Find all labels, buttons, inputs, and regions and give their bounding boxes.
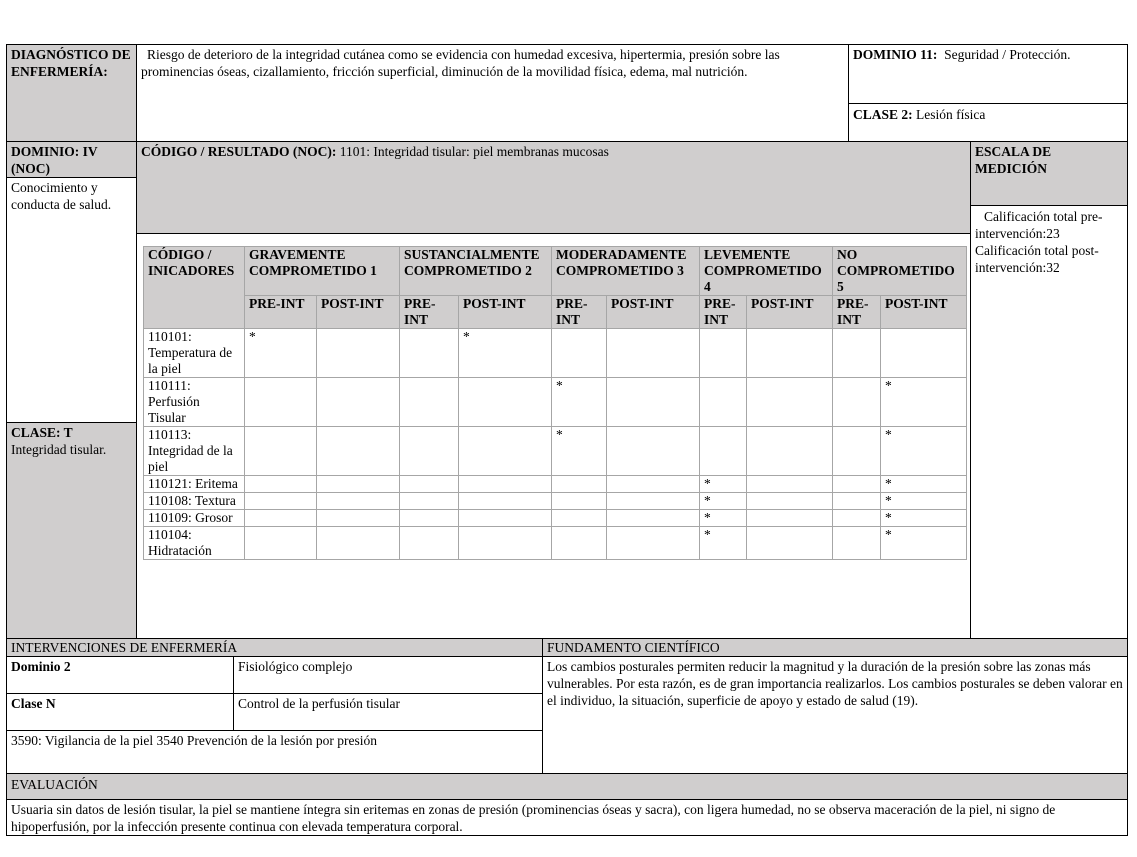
indicator-cell: 110121: Eritema bbox=[144, 476, 245, 493]
mark-cell bbox=[833, 510, 881, 527]
mark-cell bbox=[317, 493, 400, 510]
mark-cell: * bbox=[881, 378, 967, 427]
scale-label: ESCALA DE MEDICIÓN bbox=[970, 141, 1128, 206]
evaluation-text: Usuaria sin datos de lesión tisular, la piel se mantiene íntegra sin eritemas en zonas de presión (prominencias óseas y sacra), con ligera humedad, no se observa maceración de la piel, ni signo de hipoperfusión, por la infección presente continua con elevada temperatura corporal. bbox=[6, 799, 1128, 836]
mark-cell bbox=[607, 476, 700, 493]
mark-cell bbox=[459, 427, 552, 476]
mark-cell bbox=[400, 427, 459, 476]
mark-cell bbox=[747, 378, 833, 427]
foundation-text: Los cambios posturales permiten reducir la magnitud y la duración de la presión sobre las zonas más vulnerables. Por esta razón, es de gran importancia realizarlos. Los cambios posturales se deben valorar en el individuo, la situación, superficie de apoyo y estado de salud (19). bbox=[542, 656, 1128, 774]
level-header: LEVEMENTE COMPROMETIDO 4 bbox=[700, 247, 833, 296]
level-header: NO COMPROMETIDO 5 bbox=[833, 247, 967, 296]
mark-cell bbox=[607, 378, 700, 427]
mark-cell bbox=[400, 527, 459, 560]
mark-cell: * bbox=[700, 527, 747, 560]
sub-header: PRE-INT bbox=[400, 296, 459, 329]
table-row bbox=[144, 378, 967, 427]
mark-cell bbox=[833, 493, 881, 510]
mark-cell bbox=[833, 476, 881, 493]
mark-cell bbox=[747, 427, 833, 476]
mark-cell bbox=[459, 378, 552, 427]
sub-header: POST-INT bbox=[317, 296, 400, 329]
intervention-domain-label: Dominio 2 bbox=[6, 656, 234, 694]
mark-cell bbox=[459, 493, 552, 510]
header-row bbox=[144, 247, 967, 296]
subheader-row bbox=[144, 296, 967, 329]
mark-cell bbox=[317, 510, 400, 527]
level-header: GRAVEMENTE COMPROMETIDO 1 bbox=[245, 247, 400, 296]
sub-header: PRE-INT bbox=[245, 296, 317, 329]
mark-cell bbox=[317, 329, 400, 378]
sub-header: POST-INT bbox=[607, 296, 700, 329]
score-post: Calificación total post-intervención:32 bbox=[975, 243, 1099, 275]
diagnosis-label: DIAGNÓSTICO DE ENFERMERÍA: bbox=[6, 44, 137, 142]
table-row bbox=[144, 510, 967, 527]
indicator-cell: 110101: Temperatura de la piel bbox=[144, 329, 245, 378]
mark-cell: * bbox=[459, 329, 552, 378]
evaluation-header: EVALUACIÓN bbox=[6, 773, 1128, 800]
table-row bbox=[144, 493, 967, 510]
mark-cell bbox=[245, 378, 317, 427]
intervention-domain-value: Fisiológico complejo bbox=[233, 656, 543, 694]
mark-cell bbox=[833, 329, 881, 378]
mark-cell bbox=[747, 493, 833, 510]
mark-cell bbox=[607, 427, 700, 476]
mark-cell bbox=[607, 493, 700, 510]
mark-cell bbox=[400, 510, 459, 527]
mark-cell bbox=[400, 378, 459, 427]
scale-scores bbox=[970, 205, 1128, 639]
mark-cell bbox=[833, 527, 881, 560]
mark-cell bbox=[700, 427, 747, 476]
mark-cell bbox=[552, 510, 607, 527]
mark-cell bbox=[747, 329, 833, 378]
mark-cell bbox=[607, 329, 700, 378]
noc-result: CÓDIGO / RESULTADO (NOC): 1101: Integridad tisular: piel membranas mucosas bbox=[136, 141, 971, 234]
mark-cell: * bbox=[881, 493, 967, 510]
mark-cell bbox=[317, 527, 400, 560]
mark-cell bbox=[833, 378, 881, 427]
mark-cell bbox=[317, 476, 400, 493]
diagnosis-domain: DOMINIO 11: Seguridad / Protección. bbox=[848, 44, 1128, 104]
mark-cell: * bbox=[245, 329, 317, 378]
mark-cell: * bbox=[552, 427, 607, 476]
indicator-table bbox=[143, 246, 967, 560]
mark-cell bbox=[317, 378, 400, 427]
mark-cell: * bbox=[700, 493, 747, 510]
mark-cell bbox=[400, 329, 459, 378]
noc-domain-label: DOMINIO: IV (NOC) bbox=[6, 141, 137, 178]
mark-cell: * bbox=[881, 476, 967, 493]
mark-cell bbox=[317, 427, 400, 476]
mark-cell bbox=[400, 476, 459, 493]
sub-header: POST-INT bbox=[881, 296, 967, 329]
foundation-header: FUNDAMENTO CIENTÍFICO bbox=[542, 638, 1128, 657]
mark-cell bbox=[552, 329, 607, 378]
sub-header: POST-INT bbox=[747, 296, 833, 329]
sub-header: PRE-INT bbox=[552, 296, 607, 329]
indicator-cell: 110109: Grosor bbox=[144, 510, 245, 527]
intervention-class-value: Control de la perfusión tisular bbox=[233, 693, 543, 731]
mark-cell bbox=[552, 527, 607, 560]
mark-cell bbox=[245, 527, 317, 560]
mark-cell bbox=[245, 476, 317, 493]
mark-cell bbox=[607, 510, 700, 527]
table-row bbox=[144, 427, 967, 476]
table-row bbox=[144, 476, 967, 493]
mark-cell bbox=[459, 510, 552, 527]
indicator-cell: 110113: Integridad de la piel bbox=[144, 427, 245, 476]
mark-cell: * bbox=[700, 510, 747, 527]
mark-cell: * bbox=[881, 510, 967, 527]
mark-cell bbox=[833, 427, 881, 476]
mark-cell bbox=[552, 493, 607, 510]
diagnosis-class: CLASE 2: Lesión física bbox=[848, 103, 1128, 142]
noc-domain-value: Conocimiento y conducta de salud. bbox=[6, 177, 137, 423]
mark-cell bbox=[245, 493, 317, 510]
interventions-header: INTERVENCIONES DE ENFERMERÍA bbox=[6, 638, 543, 657]
mark-cell bbox=[747, 510, 833, 527]
sub-header: POST-INT bbox=[459, 296, 552, 329]
sub-header: PRE-INT bbox=[833, 296, 881, 329]
mark-cell bbox=[400, 493, 459, 510]
mark-cell bbox=[245, 427, 317, 476]
code-header: CÓDIGO / INICADORES bbox=[144, 247, 245, 329]
table-row bbox=[144, 329, 967, 378]
mark-cell bbox=[700, 329, 747, 378]
mark-cell: * bbox=[552, 378, 607, 427]
mark-cell bbox=[459, 476, 552, 493]
intervention-class-label: Clase N bbox=[6, 693, 234, 731]
sub-header: PRE-INT bbox=[700, 296, 747, 329]
mark-cell bbox=[245, 510, 317, 527]
level-header: MODERADAMENTE COMPROMETIDO 3 bbox=[552, 247, 700, 296]
indicator-cell: 110111: Perfusión Tisular bbox=[144, 378, 245, 427]
mark-cell bbox=[607, 527, 700, 560]
noc-class: CLASE: T Integridad tisular. bbox=[6, 422, 137, 639]
mark-cell bbox=[459, 527, 552, 560]
score-pre: Calificación total pre-intervención:23 bbox=[975, 209, 1103, 241]
mark-cell: * bbox=[881, 427, 967, 476]
table-row bbox=[144, 527, 967, 560]
diagnosis-text: Riesgo de deterioro de la integridad cutánea como se evidencia con humedad excesiva, hipertermia, presión sobre las prominencias óseas, cizallamiento, fricción superficial, diminución de la movilidad física, edema, mal nutrición. bbox=[136, 44, 849, 142]
mark-cell bbox=[747, 527, 833, 560]
level-header: SUSTANCIALMENTE COMPROMETIDO 2 bbox=[400, 247, 552, 296]
mark-cell: * bbox=[881, 527, 967, 560]
mark-cell bbox=[747, 476, 833, 493]
mark-cell bbox=[552, 476, 607, 493]
indicator-cell: 110108: Textura bbox=[144, 493, 245, 510]
indicator-cell: 110104: Hidratación bbox=[144, 527, 245, 560]
mark-cell bbox=[881, 329, 967, 378]
intervention-items: 3590: Vigilancia de la piel 3540 Prevención de la lesión por presión bbox=[6, 730, 543, 774]
mark-cell bbox=[700, 378, 747, 427]
mark-cell: * bbox=[700, 476, 747, 493]
